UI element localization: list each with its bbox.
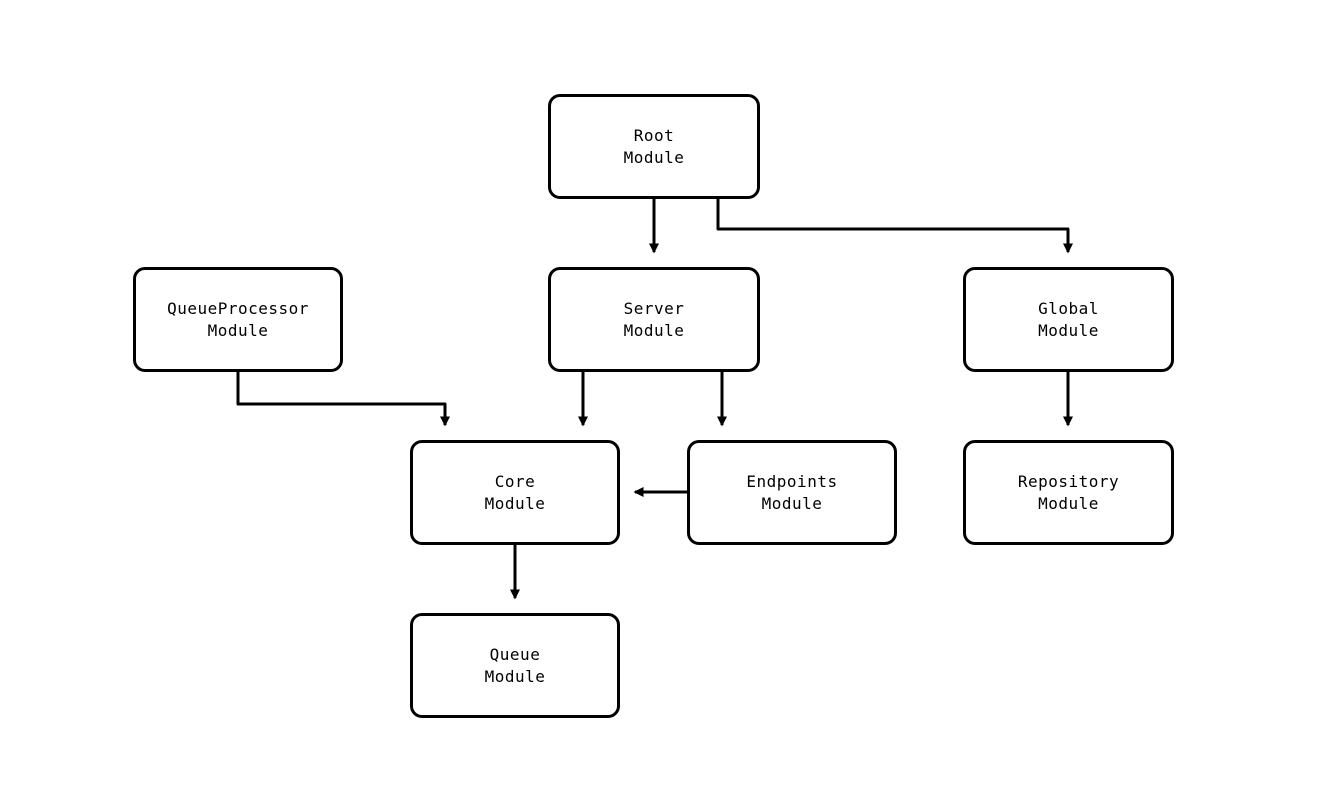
server-module-label-line2: Module: [623, 320, 685, 340]
global-module-label-line1: Global: [1038, 298, 1099, 318]
root-module-label-line2: Module: [623, 147, 685, 167]
core-module-label-line1: Core: [494, 471, 536, 491]
core-module-label-line2: Module: [484, 493, 546, 513]
server-module-node[interactable]: [548, 267, 760, 372]
queue-module-label-line2: Module: [484, 666, 546, 686]
queue-module-node[interactable]: [410, 613, 620, 718]
repository-module-node[interactable]: [963, 440, 1174, 545]
edge-root-to-global: [718, 199, 1068, 252]
edge-queueprocessor-to-core: [238, 372, 445, 425]
root-module-node[interactable]: [548, 94, 760, 199]
endpoints-module-label-line2: Module: [761, 493, 823, 513]
global-module-node[interactable]: [963, 267, 1174, 372]
endpoints-module-label-line1: Endpoints: [746, 471, 838, 491]
queueprocessor-module-label-line2: Module: [207, 320, 269, 340]
core-module-node[interactable]: [410, 440, 620, 545]
queue-module-label-line1: Queue: [489, 644, 541, 664]
endpoints-module-node[interactable]: [687, 440, 897, 545]
queueprocessor-module-node[interactable]: [133, 267, 343, 372]
repository-module-label-line1: Repository: [1017, 471, 1120, 491]
server-module-label-line1: Server: [623, 298, 685, 318]
repository-module-label-line2: Module: [1038, 493, 1099, 513]
queueprocessor-module-label-line1: QueueProcessor: [167, 298, 309, 318]
root-module-label-line1: Root: [633, 125, 675, 145]
global-module-label-line2: Module: [1038, 320, 1099, 340]
